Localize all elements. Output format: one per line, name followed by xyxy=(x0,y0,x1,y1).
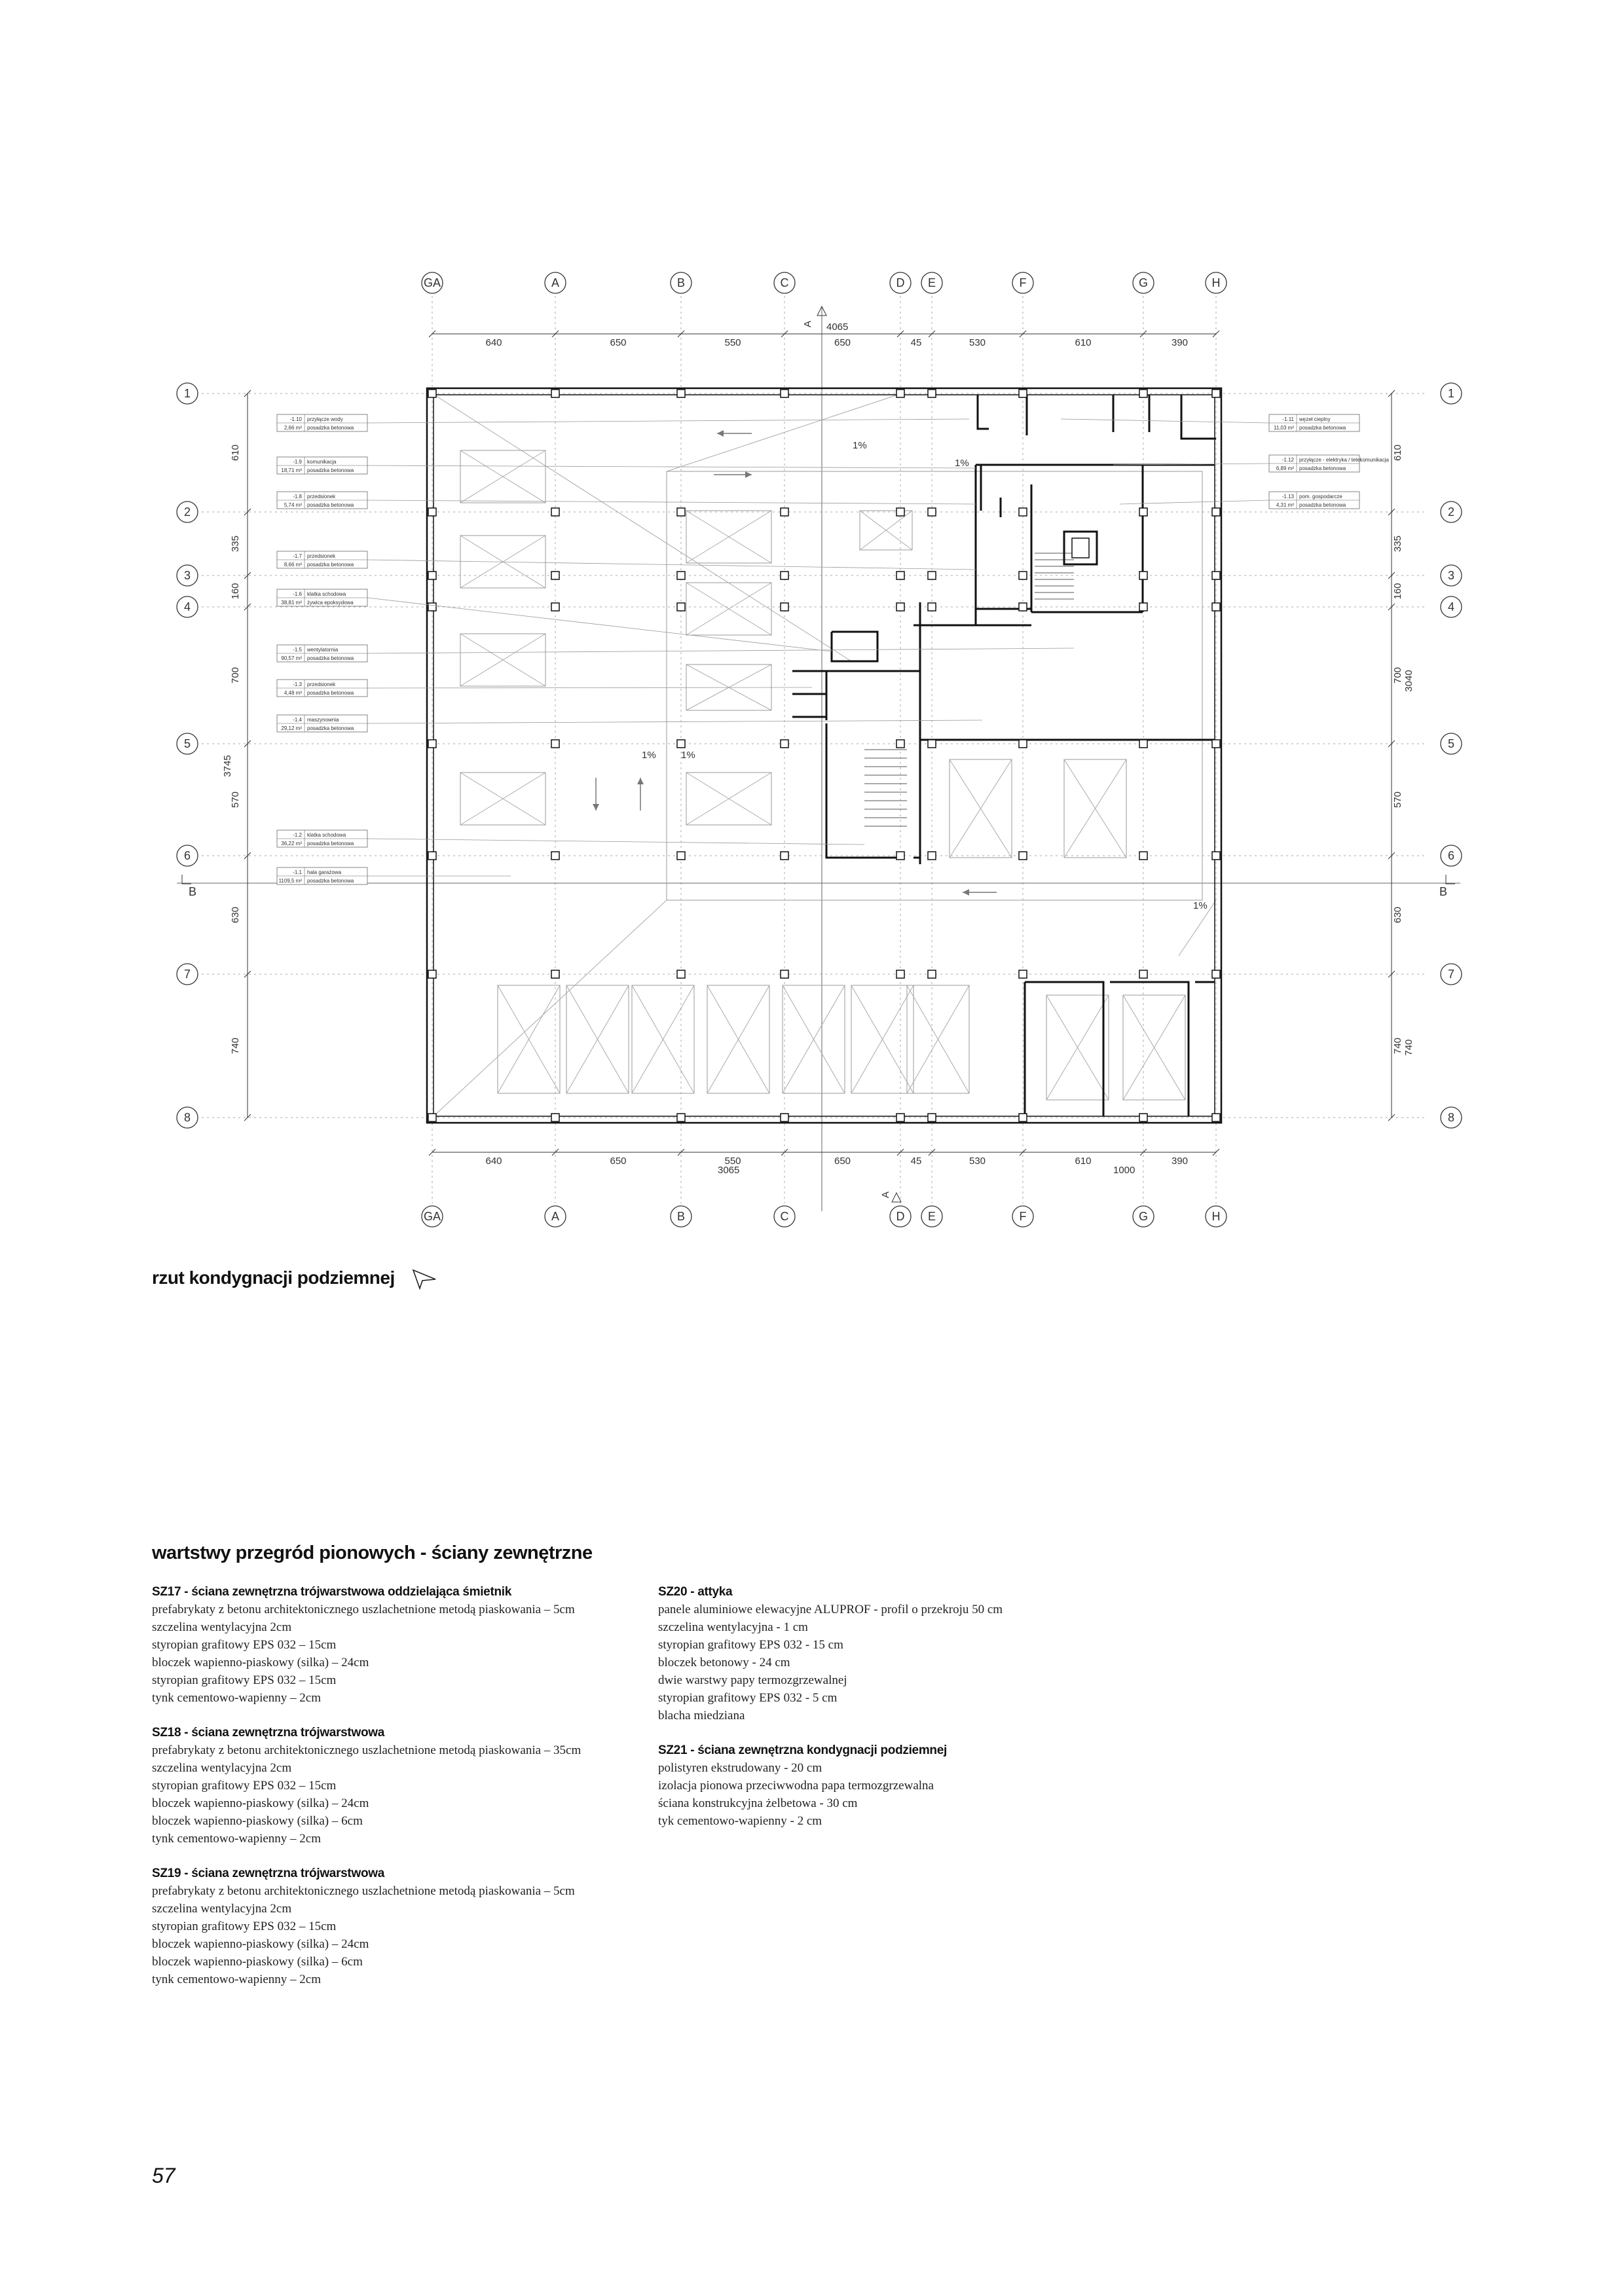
structural-column xyxy=(1019,603,1027,611)
interior-wall xyxy=(1025,982,1103,1116)
structural-column xyxy=(551,603,559,611)
dimension-label: 610 xyxy=(1075,337,1092,348)
structural-column xyxy=(781,852,788,860)
ramp-diagonal xyxy=(667,393,904,471)
structural-column xyxy=(896,852,904,860)
structural-column xyxy=(1019,970,1027,978)
room-floor: posadzka betonowa xyxy=(307,502,354,508)
room-label xyxy=(277,589,367,606)
dimension-overall-bottom: 1000 xyxy=(1113,1165,1135,1176)
room-number: -1.12 xyxy=(1282,457,1294,463)
grid-lines xyxy=(177,296,1460,1211)
room-labels xyxy=(189,321,1447,1198)
room-name: przedsionek xyxy=(307,682,336,687)
room-area: 36,22 m² xyxy=(281,841,302,847)
structural-column xyxy=(1019,390,1027,397)
dimension-label: 390 xyxy=(1171,1156,1189,1167)
room-area: 6,89 m² xyxy=(1276,465,1294,471)
wall-layer-item: styropian grafitowy EPS 032 – 15cm xyxy=(152,1920,337,1933)
room-leader-line xyxy=(367,687,812,688)
structural-column xyxy=(428,390,436,397)
dimension-label: 650 xyxy=(834,1156,851,1167)
dimension-label: 530 xyxy=(969,1156,986,1167)
grid-row-label: 1 xyxy=(183,387,191,400)
grid-column-label: A xyxy=(551,1210,560,1223)
structural-column xyxy=(677,1114,685,1121)
room-label xyxy=(277,715,367,732)
dimension-label: 700 xyxy=(230,666,241,684)
room-leader-line xyxy=(367,720,982,723)
room-name: węzeł cieplny xyxy=(1299,416,1331,422)
grid-column-label: D xyxy=(896,1210,905,1223)
structural-column xyxy=(677,852,685,860)
page-number: 57 xyxy=(152,2164,175,2187)
structural-column xyxy=(781,740,788,748)
room-leader-line xyxy=(367,839,864,845)
wall-layer-item: panele aluminiowe elewacyjne ALUPROF - profil o przekroju 50 cm xyxy=(658,1603,1003,1616)
structural-column xyxy=(896,1114,904,1121)
room-leader-line xyxy=(367,465,976,468)
grid-column-label: D xyxy=(896,276,905,289)
dimension-label: 160 xyxy=(1392,583,1403,600)
room-floor: posadzka betonowa xyxy=(307,562,354,568)
dimension-label: 610 xyxy=(1075,1156,1092,1167)
slope-label: 1% xyxy=(853,440,867,451)
grid-column-label: GA xyxy=(423,276,441,289)
room-number: -1.5 xyxy=(293,647,302,653)
room-number: -1.7 xyxy=(293,553,302,559)
structural-column xyxy=(928,603,936,611)
structural-column xyxy=(677,970,685,978)
wall-layer-title: SZ20 - attyka xyxy=(658,1585,733,1599)
dimension-label: 335 xyxy=(230,535,241,553)
room-name: przyłącze - elektryka / telekomunikacja xyxy=(1299,457,1389,463)
structural-column xyxy=(551,970,559,978)
wall-layer-item: styropian grafitowy EPS 032 - 15 cm xyxy=(658,1638,843,1652)
room-area: 1109,5 m² xyxy=(278,878,302,884)
grid-column-label: G xyxy=(1138,1210,1149,1223)
room-floor: posadzka betonowa xyxy=(307,655,354,661)
section-arrow-icon xyxy=(1446,875,1455,884)
grid-row-label: 3 xyxy=(1447,569,1455,582)
section-arrow-icon xyxy=(892,1193,901,1202)
grid-row-label: 4 xyxy=(183,600,191,613)
room-label xyxy=(277,830,367,847)
interior-wall xyxy=(1110,982,1189,1116)
wall-layer-item: izolacja pionowa przeciwwodna papa termozgrzewalna xyxy=(658,1779,934,1793)
structural-column xyxy=(428,508,436,516)
dimension-label: 45 xyxy=(910,1156,922,1167)
layers-column-left xyxy=(152,1583,650,2005)
structural-column xyxy=(928,852,936,860)
room-label xyxy=(1269,414,1359,431)
section-title: wartstwy przegród pionowych - ściany zewnętrzne xyxy=(152,1542,593,1563)
structural-column xyxy=(896,390,904,397)
room-name: klatka schodowa xyxy=(307,832,346,838)
dimension-label: 650 xyxy=(834,337,851,348)
wall-layer-item: szczelina wentylacyjna 2cm xyxy=(152,1902,292,1916)
structural-column xyxy=(428,970,436,978)
wall-layer-item: bloczek betonowy - 24 cm xyxy=(658,1656,790,1669)
wall-layer-item: bloczek wapienno-piaskowy (silka) – 6cm xyxy=(152,1955,363,1969)
structural-column xyxy=(896,508,904,516)
wall-layer-item: szczelina wentylacyjna 2cm xyxy=(152,1761,292,1775)
wall-layer-item: prefabrykaty z betonu architektonicznego uszlachetnione metodą piaskowania – 35cm xyxy=(152,1743,581,1757)
structural-column xyxy=(928,970,936,978)
structural-column xyxy=(1019,508,1027,516)
dimension-overall-bottom: 3065 xyxy=(718,1165,740,1176)
dimension-label: 550 xyxy=(724,1156,741,1167)
layers-column-right xyxy=(658,1583,1156,1847)
structural-column xyxy=(928,572,936,579)
dimension-label: 700 xyxy=(1392,666,1403,684)
room-area: 11,03 m² xyxy=(1274,425,1294,431)
grid-column-label: E xyxy=(927,276,936,289)
structural-column xyxy=(551,852,559,860)
section-label-a: A xyxy=(802,320,813,327)
wall-layer-block xyxy=(152,1724,650,1848)
room-label xyxy=(1269,455,1389,472)
dimension-label: 550 xyxy=(724,337,741,348)
structural-column xyxy=(1139,603,1147,611)
grid-row-label: 4 xyxy=(1447,600,1455,613)
structural-column xyxy=(677,740,685,748)
grid-column-label: A xyxy=(551,276,560,289)
structural-column xyxy=(896,740,904,748)
room-area: 8,66 m² xyxy=(284,562,302,568)
section-label-b: B xyxy=(1439,885,1448,898)
structural-column xyxy=(428,1114,436,1121)
dimension-label: 630 xyxy=(1392,906,1403,924)
structural-column xyxy=(551,740,559,748)
room-label xyxy=(277,867,367,884)
dimension-overall-left: 3745 xyxy=(222,755,233,777)
dimension-label: 630 xyxy=(230,906,241,924)
room-number: -1.4 xyxy=(293,717,302,723)
slope-label: 1% xyxy=(681,750,695,761)
grid-row-label: 8 xyxy=(183,1111,191,1124)
room-floor: posadzka betonowa xyxy=(1299,425,1346,431)
dimension-label: 650 xyxy=(610,1156,627,1167)
plan-title xyxy=(152,1267,437,1290)
grid-column-label: E xyxy=(927,1210,936,1223)
section-arrow-icon xyxy=(182,875,191,884)
wall-layer-item: bloczek wapienno-piaskowy (silka) – 24cm xyxy=(152,1656,369,1669)
grid-column-label: G xyxy=(1138,276,1149,289)
structural-column xyxy=(677,390,685,397)
room-number: -1.6 xyxy=(293,591,302,597)
wall-layer-item: blacha miedziana xyxy=(658,1709,745,1722)
room-name: klatka schodowa xyxy=(307,591,346,597)
room-name: maszynownia xyxy=(307,717,339,723)
grid-row-label: 3 xyxy=(183,569,191,582)
wall-layer-item: styropian grafitowy EPS 032 – 15cm xyxy=(152,1638,337,1652)
traffic-arrow-head xyxy=(637,778,644,784)
room-area: 4,48 m² xyxy=(284,690,302,696)
room-area: 90,57 m² xyxy=(281,655,302,661)
section-label-b: B xyxy=(189,885,197,898)
room-floor: posadzka betonowa xyxy=(307,467,354,473)
structural-column xyxy=(551,572,559,579)
structural-column xyxy=(781,390,788,397)
grid-column-label: H xyxy=(1211,276,1221,289)
structural-column xyxy=(1212,572,1220,579)
room-floor: posadzka betonowa xyxy=(307,725,354,731)
dimension-label: 570 xyxy=(1392,791,1403,809)
structural-column xyxy=(896,970,904,978)
structural-column xyxy=(428,740,436,748)
structural-column xyxy=(551,1114,559,1121)
structural-column xyxy=(1139,508,1147,516)
structural-column xyxy=(1019,852,1027,860)
grid-row-label: 8 xyxy=(1447,1111,1455,1124)
structural-column xyxy=(1212,603,1220,611)
room-label xyxy=(277,492,367,509)
wall-layer-item: tyk cementowo-wapienny - 2 cm xyxy=(658,1814,822,1828)
room-name: hala garażowa xyxy=(307,869,342,875)
structural-column xyxy=(928,1114,936,1121)
dimension-label: 740 xyxy=(1392,1037,1403,1055)
room-area: 5,74 m² xyxy=(284,502,302,508)
wall-layer-item: tynk cementowo-wapienny – 2cm xyxy=(152,1832,322,1846)
structural-column xyxy=(1212,1114,1220,1121)
room-leader-line xyxy=(367,500,976,504)
grid-column-label: F xyxy=(1019,1210,1027,1223)
grid-row-label: 7 xyxy=(183,968,191,981)
room-name: komunikacja xyxy=(307,459,337,465)
grid-column-label: C xyxy=(780,1210,789,1223)
wall-layer-item: tynk cementowo-wapienny – 2cm xyxy=(152,1691,322,1705)
room-number: -1.10 xyxy=(289,416,302,422)
room-number: -1.9 xyxy=(293,459,302,465)
plan-title-text: rzut kondygnacji podziemnej xyxy=(152,1267,395,1288)
traffic-arrow-head xyxy=(745,471,752,478)
wall-layer-block xyxy=(152,1583,650,1707)
grid-column-label: H xyxy=(1211,1210,1221,1223)
traffic-arrow-head xyxy=(963,889,969,896)
wall-layer-item: szczelina wentylacyjna - 1 cm xyxy=(658,1620,808,1634)
structural-column xyxy=(1212,740,1220,748)
grid-column-label: B xyxy=(676,1210,686,1223)
traffic-arrow-head xyxy=(593,804,599,811)
slope-label: 1% xyxy=(1193,900,1208,911)
structural-column xyxy=(551,390,559,397)
slope-label: 1% xyxy=(955,458,969,469)
wall-layer-item: bloczek wapienno-piaskowy (silka) – 24cm xyxy=(152,1937,369,1951)
structural-column xyxy=(1139,970,1147,978)
wall-layer-item: szczelina wentylacyjna 2cm xyxy=(152,1620,292,1634)
room-leader-line xyxy=(367,560,976,570)
structural-columns xyxy=(428,390,1220,1121)
dimension-label: 335 xyxy=(1392,535,1403,553)
dimension-label: 570 xyxy=(230,791,241,809)
wall-layer-item: bloczek wapienno-piaskowy (silka) – 24cm xyxy=(152,1796,369,1810)
room-label xyxy=(277,414,367,431)
dimension-label: 610 xyxy=(230,444,241,462)
structural-column xyxy=(1019,1114,1027,1121)
ramp-outline xyxy=(667,471,1202,900)
interior-wall xyxy=(978,395,989,429)
room-number: -1.8 xyxy=(293,494,302,500)
dimension-label: 160 xyxy=(230,583,241,600)
room-floor: posadzka betonowa xyxy=(1299,465,1346,471)
dimension-label: 45 xyxy=(910,337,922,348)
room-area: 4,31 m² xyxy=(1276,502,1294,508)
wall-layer-item: dwie warstwy papy termozgrzewalnej xyxy=(658,1673,847,1687)
grid-column-label: C xyxy=(780,276,789,289)
grid-row-label: 7 xyxy=(1447,968,1455,981)
room-label xyxy=(277,551,367,568)
room-area: 29,12 m² xyxy=(281,725,302,731)
structural-column xyxy=(1139,572,1147,579)
structural-column xyxy=(928,740,936,748)
room-leader-line xyxy=(367,598,832,651)
room-floor: posadzka betonowa xyxy=(1299,502,1346,508)
room-label xyxy=(277,645,367,662)
ramp-diagonal xyxy=(432,900,667,1118)
dimension-label: 640 xyxy=(485,337,502,348)
section-label-a: A xyxy=(880,1191,891,1198)
dimension-overall-right: 3040 xyxy=(1403,670,1414,692)
room-number: -1.2 xyxy=(293,832,302,838)
room-floor: posadzka betonowa xyxy=(307,878,354,884)
grid-row-label: 5 xyxy=(1447,737,1455,750)
room-floor: posadzka betonowa xyxy=(307,690,354,696)
grid-row-label: 2 xyxy=(183,505,191,519)
room-name: przedsionek xyxy=(307,494,336,500)
interior-wall xyxy=(1181,395,1216,439)
structural-column xyxy=(781,970,788,978)
room-label xyxy=(277,680,367,697)
structural-column xyxy=(928,508,936,516)
room-floor: posadzka betonowa xyxy=(307,841,354,847)
grid-column-label: GA xyxy=(423,1210,441,1223)
structural-column xyxy=(677,572,685,579)
wall-layer-item: tynk cementowo-wapienny – 2cm xyxy=(152,1973,322,1986)
traffic-arrow-head xyxy=(717,430,724,437)
elevator-car xyxy=(1072,538,1089,558)
structural-column xyxy=(1019,572,1027,579)
wall-layer-item: polistyren ekstrudowany - 20 cm xyxy=(658,1761,822,1775)
structural-column xyxy=(781,508,788,516)
room-name: przedsionek xyxy=(307,553,336,559)
dimension-label: 650 xyxy=(610,337,627,348)
room-label xyxy=(277,457,367,474)
structural-column xyxy=(1212,508,1220,516)
grid-column-label: B xyxy=(676,276,686,289)
wall-layer-item: styropian grafitowy EPS 032 – 15cm xyxy=(152,1673,337,1687)
room-leader-line xyxy=(367,419,969,423)
dimension-label: 740 xyxy=(230,1037,241,1055)
grid-row-label: 2 xyxy=(1447,505,1455,519)
room-floor: posadzka betonowa xyxy=(307,425,354,431)
room-area: 38,81 m² xyxy=(281,600,302,606)
wall-layer-item: prefabrykaty z betonu architektonicznego uszlachetnione metodą piaskowania – 5cm xyxy=(152,1884,575,1898)
grid-row-label: 1 xyxy=(1447,387,1455,400)
room-area: 18,71 m² xyxy=(281,467,302,473)
building-walls xyxy=(427,388,1221,1123)
structural-column xyxy=(781,1114,788,1121)
room-number: -1.3 xyxy=(293,682,302,687)
dimension-label: 640 xyxy=(485,1156,502,1167)
grid-row-label: 6 xyxy=(183,849,191,862)
structural-column xyxy=(551,508,559,516)
grid-row-label: 6 xyxy=(1447,849,1455,862)
structural-column xyxy=(781,603,788,611)
structural-column xyxy=(1139,740,1147,748)
room-name: pom. gospodarcze xyxy=(1299,494,1342,500)
room-floor: żywica epoksydowa xyxy=(307,600,354,606)
structural-column xyxy=(428,572,436,579)
wall-layer-item: styropian grafitowy EPS 032 - 5 cm xyxy=(658,1691,838,1705)
structural-column xyxy=(1212,970,1220,978)
ramp-diagonal xyxy=(432,393,851,661)
structural-column xyxy=(1212,852,1220,860)
structural-column xyxy=(781,572,788,579)
wall-layer-item: ściana konstrukcyjna żelbetowa - 30 cm xyxy=(658,1796,858,1810)
room-number: -1.11 xyxy=(1282,416,1294,422)
north-arrow-icon xyxy=(411,1268,437,1290)
room-number: -1.13 xyxy=(1282,494,1294,500)
wall-layer-block xyxy=(658,1741,1156,1830)
room-number: -1.1 xyxy=(293,869,302,875)
grid-column-label: F xyxy=(1019,276,1027,289)
structural-column xyxy=(896,572,904,579)
dimension-overall-top: 4065 xyxy=(826,321,849,333)
wall-layer-title: SZ18 - ściana zewnętrzna trójwarstwowa xyxy=(152,1726,384,1740)
structural-column xyxy=(1139,1114,1147,1121)
grid-row-label: 5 xyxy=(183,737,191,750)
structural-column xyxy=(677,603,685,611)
structural-column xyxy=(896,603,904,611)
structural-column xyxy=(677,508,685,516)
room-name: przyłącze wody xyxy=(307,416,343,422)
wall-layer-item: styropian grafitowy EPS 032 – 15cm xyxy=(152,1779,337,1793)
wall-layer-title: SZ19 - ściana zewnętrzna trójwarstwowa xyxy=(152,1867,384,1880)
dimension-label: 390 xyxy=(1171,337,1189,348)
dimension-label: 530 xyxy=(969,337,986,348)
wall-layer-block xyxy=(152,1865,650,1988)
wall-layer-block xyxy=(658,1583,1156,1724)
dimension-extra-right: 740 xyxy=(1403,1039,1414,1056)
wall-layer-title: SZ17 - ściana zewnętrzna trójwarstwowa oddzielająca śmietnik xyxy=(152,1585,512,1599)
structural-column xyxy=(1212,390,1220,397)
wall-layer-item: prefabrykaty z betonu architektonicznego uszlachetnione metodą piaskowania – 5cm xyxy=(152,1603,575,1616)
structural-column xyxy=(428,603,436,611)
structural-column xyxy=(1139,390,1147,397)
structural-column xyxy=(428,852,436,860)
dimension-label: 610 xyxy=(1392,444,1403,462)
room-label xyxy=(1269,492,1359,509)
wall-layer-title: SZ21 - ściana zewnętrzna kondygnacji podziemnej xyxy=(658,1743,947,1757)
structural-column xyxy=(928,390,936,397)
wall-layer-item: bloczek wapienno-piaskowy (silka) – 6cm xyxy=(152,1814,363,1828)
room-leader-line xyxy=(367,648,1074,653)
room-name: wentylatornia xyxy=(307,647,339,653)
slope-label: 1% xyxy=(642,750,656,761)
exterior-wall-outer xyxy=(427,388,1221,1123)
structural-column xyxy=(1019,740,1027,748)
structural-column xyxy=(1139,852,1147,860)
room-area: 2,66 m² xyxy=(284,425,302,431)
room-leader-line xyxy=(1061,419,1269,423)
interior-wall xyxy=(832,632,877,661)
